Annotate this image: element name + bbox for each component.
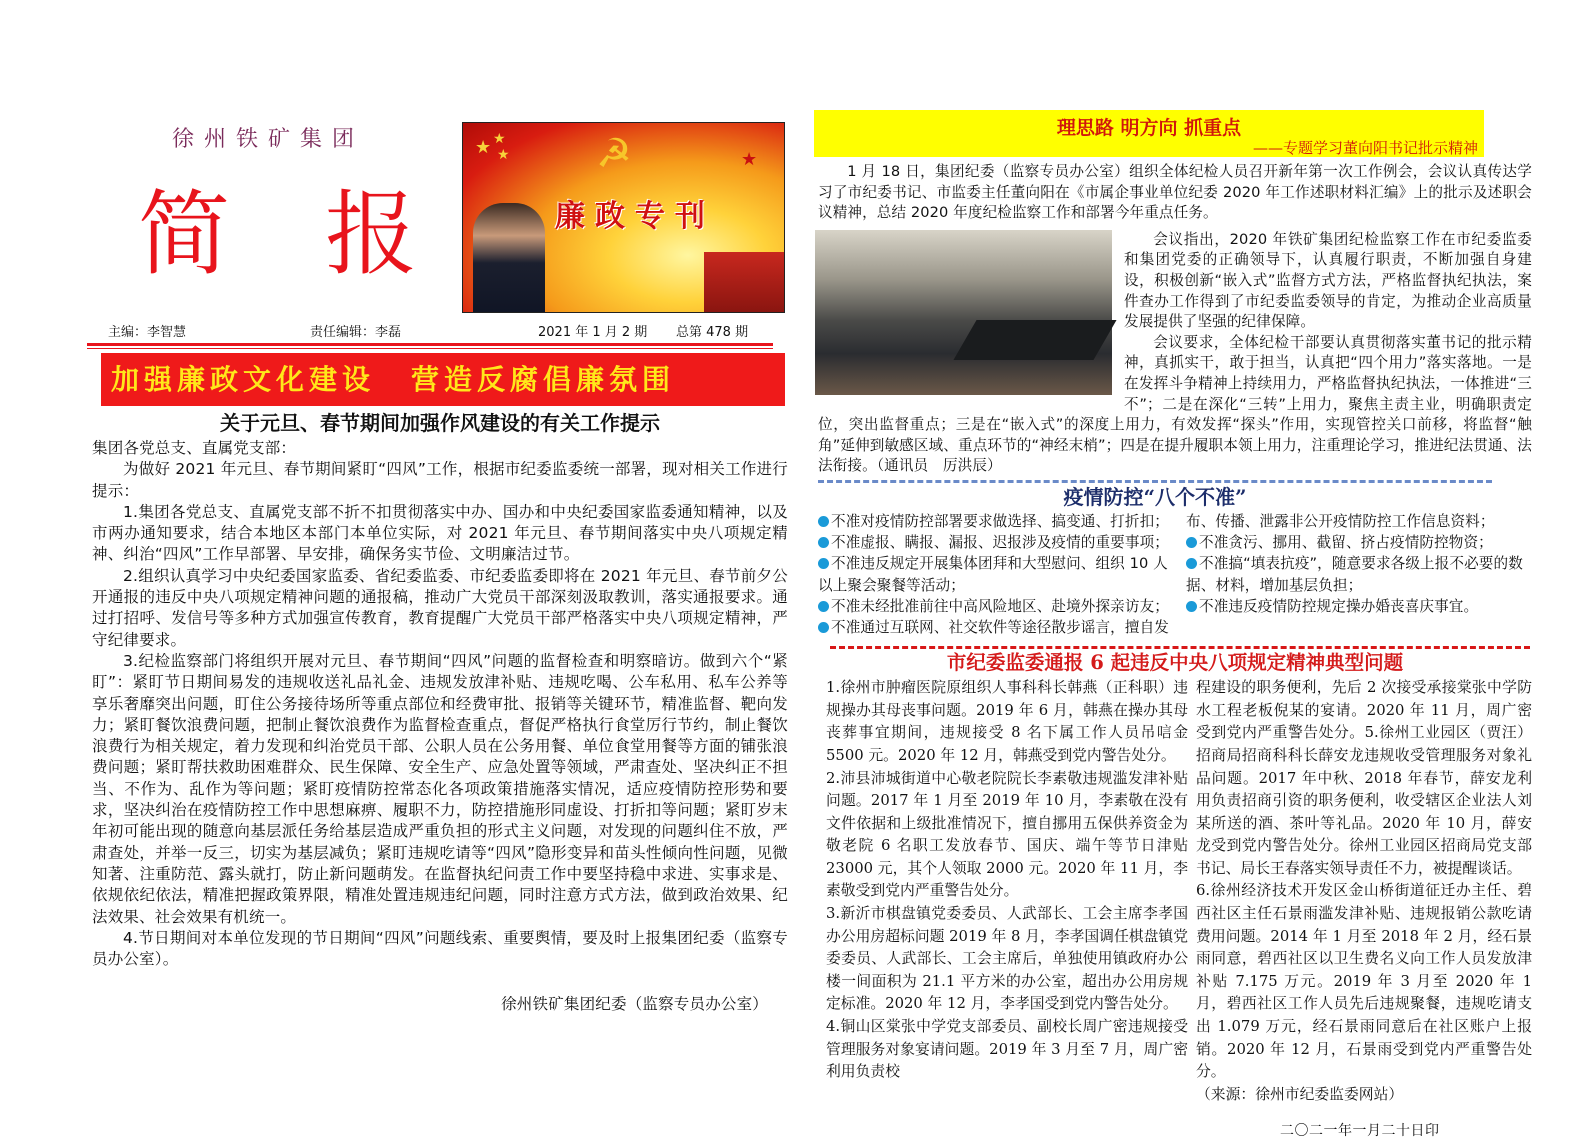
paragraph: 2.组织认真学习中央纪委国家监委、省纪委监委、市纪委监委即将在 2021 年元旦、春节前夕公开通报的违反中央八项规定精神问题的通报稿，推动广大党员干部深刻汲取教训，落实通报要求。通过打招呼、发信号等多种方式加强宣传教育，教育提醒广大党员干部严格落实中央八项规定精神，严守纪律要求。	[92, 566, 788, 649]
bullet-icon	[818, 622, 829, 633]
bullet-icon	[818, 516, 829, 527]
banner-image	[462, 122, 785, 313]
bullet-icon	[1186, 601, 1197, 612]
rule-item: 不准违反疫情防控规定操办婚丧喜庆事宜。	[1186, 596, 1532, 617]
rule-item: 不准违反规定开展集体团拜和大型慰问、组织 10 人以上聚会聚餐等活动；	[818, 555, 1168, 594]
bullet-icon	[818, 558, 829, 569]
rule-item: 不准搞“填表抗疫”，随意要求各级上报不必要的数据、材料，增加基层负担；	[1186, 555, 1523, 594]
title-char: 简	[138, 181, 231, 288]
paragraph: 3.纪检监察部门将组织开展对元旦、春节期间“四风”问题的监督检查和明察暗访。做到六个“紧盯”：紧盯节日期间易发的违规收送礼品礼金、违规发放津补贴、违规吃喝、公车私用、私车公养等享乐奢靡突出问题，盯住公务接待场所等重点部位和经费审批、报销等关键环节，精准监督、靶向发力；紧盯餐饮浪费问题，把制止餐饮浪费作为监督检查重点，督促严格执行食堂厉行节约，制止餐饮浪费行为相关规定，着力发现和纠治党员干部、公职人员在公务用餐、单位食堂用餐等方面的铺张浪费问题；紧盯帮扶救助困难群众、民生保障、安全生产、应急处置等领域，严肃查处、坚决纠正不担当、不作为、乱作为等问题；紧盯疫情防控常态化各项政策措施落实情况，适应疫情防控形势和要求，坚决纠治在疫情防控工作中思想麻痹、履职不力，防控措施形同虚设、打折扣等问题；紧盯岁末年初可能出现的随意向基层派任务给基层造成严重负担的形式主义问题，对发现的问题纠住不放，严肃查处，并举一反三，切实为基层减负；紧盯违规吃请等“四风”隐形变异和苗头性倾向性问题，见微知著、注重防范、露头就打，防止新问题萌发。在监督执纪问责工作中要坚持稳中求进、实事求是、依规依纪依法，精准把握政策界限，精准处置违规违纪问题，同时注意方式方法，做到政治效果、纪法效果、社会效果有机统一。	[92, 651, 788, 926]
paragraph: 会议要求，全体纪检干部要认真贯彻落实董书记的批示精神，真抓实干，敢于担当，认真把“四个用力”落实落地。一是在发挥斗争精神上持续用力，严格监督执纪执法，一体推进“三不”；二是在深化“三转”上用力，聚焦主责主业，明确职责定位，突出监督重点；三是在“嵌入式”的深度上用力，有效发挥“探头”作用，实现管控关口前移，将监督“触角”延伸到敏感区域、重点环节的“神经末梢”；四是在提升履职本领上用力，注重理论学习，推进纪法贯通、法法衔接。（通讯员 厉洪辰）	[818, 333, 1532, 475]
epidemic-rules	[814, 511, 1532, 638]
rule-item: 不准通过互联网、社交软件等途径散步谣言，擅自发	[818, 617, 1176, 638]
left-article-body	[92, 438, 788, 970]
right-column	[814, 110, 1532, 1140]
case-item: 3.新沂市棋盘镇党委委员、人武部长、工会主席李孝国办公用房超标问题 2019 年 8 月，李孝国调任棋盘镇党委委员、人武部长、工会主席后，单独使用镇政府办公楼一间面积为 21.1 平方米的办公室，超出办公用房规定标准。2020 年 12 月，李孝国受到党内警告处分。	[826, 905, 1188, 1013]
divider	[87, 343, 773, 346]
slogan-right: 营造反腐倡廉氛围	[411, 363, 676, 396]
case-item: 1.徐州市肿瘤医院原组织人事科科长韩燕（正科职）违规操办其母丧事问题。2019 年 6 月，韩燕在操办其母丧葬事宜期间，违规接受 8 名下属工作人员吊唁金 5500 元。2020 年 12 月，韩燕受到党内警告处分。	[826, 679, 1188, 764]
responsible-editor: 责任编辑：李磊	[310, 325, 402, 340]
cases-col1	[826, 677, 1188, 1106]
case-item: 4.铜山区棠张中学党支部委员、副校长周广密违规接受管理服务对象宴请问题。2019 年 3 月至 7 月，周广密利用负责校	[826, 1018, 1188, 1081]
bullet-icon	[1186, 558, 1197, 569]
signature: 徐州铁矿集团纪委（监察专员办公室）	[501, 995, 768, 1014]
portrait-photo	[473, 203, 545, 312]
rule-item: 不准对疫情防控部署要求做选择、搞变通、打折扣；	[818, 511, 1176, 532]
hammer-sickle-icon: ☭	[596, 131, 632, 177]
issue-number: 2021 年 1 月 2 期	[538, 325, 648, 340]
paragraph: 1 月 18 日，集团纪委（监察专员办公室）组织全体纪检人员召开新年第一次工作例会，会议认真传达学习了市纪委书记、市监委主任董向阳在《市属企事业单位纪委 2020 年工作述职材料汇编》上的批示及述职会议精神，总结 2020 年度纪检监察工作和部署今年重点任务。	[818, 163, 1532, 222]
salutation: 集团各党总支、直属党支部：	[92, 439, 297, 457]
star-icon: ★	[741, 149, 758, 170]
left-column	[92, 410, 788, 1014]
divider	[87, 348, 773, 349]
case-item: 程建设的职务便利，先后 2 次接受承接棠张中学防水工程老板倪某的宴请。2020 年 11 月，周广密受到党内严重警告处分。5.徐州工业园区（贾汪）招商局招商科科长薛安龙违规收受管理服务对象礼品问题。2017 年中秋、2018 年春节，薛安龙利用负责招商引资的职务便利，收受辖区企业法人刘某所送的酒、茶叶等礼品。2020 年 10 月，薛安龙受到党内警告处分。徐州工业园区招商局党支部书记、局长王春落实领导责任不力，被提醒谈话。	[1196, 679, 1532, 877]
rule-item-continuation: 布、传播、泄露非公开疫情防控工作信息资料；	[1186, 512, 1495, 530]
bullet-icon	[818, 601, 829, 612]
meeting-photo	[815, 230, 1112, 395]
banner-text: 廉政专刊	[555, 199, 715, 234]
rule-item: 不准虚报、瞒报、漏报、迟报涉及疫情的重要事项；	[818, 532, 1176, 553]
case-item: 2.沛县沛城街道中心敬老院院长李素敬违规滥发津补贴问题。2017 年 1 月至 2019 年 10 月，李素敬在没有文件依据和上级批准情况下，擅自挪用五保供养资金为敬老院 6 名职工发放春节、国庆、端午等节日津贴 23000 元，其个人领取 2000 元。2020 年 11 月，李素敬受到党内严重警告处分。	[826, 769, 1188, 900]
cases-title: 市纪委监委通报 6 起违反中央八项规定精神典型问题	[946, 651, 1404, 675]
paragraph: 1.集团各党总支、直属党支部不折不扣贯彻落实中办、国办和中央纪委国家监委通知精神，以及市两办通知要求，结合本地区本部门本单位实际，对 2021 年元旦、春节期间落实中央八项规定精神、纠治“四风”工作早部署、早安排，确保务实节俭、文明廉洁过节。	[92, 502, 788, 564]
bullet-icon	[1186, 537, 1197, 548]
star-icon: ★	[497, 147, 510, 163]
right-article-title: 理思路 明方向 抓重点	[1056, 117, 1242, 139]
cases	[814, 677, 1532, 1106]
cases-col2	[1196, 677, 1532, 1106]
masthead-title	[138, 180, 417, 290]
title-char: 报	[325, 181, 418, 288]
printed-date: 二〇二一年一月二十日印	[1280, 1123, 1440, 1140]
epidemic-title: 疫情防控“八个不准”	[1063, 484, 1247, 509]
paragraph: 为做好 2021 年元旦、春节期间紧盯“四风”工作，根据市纪委监委统一部署，现对相关工作进行提示：	[92, 460, 788, 500]
total-issue: 总第 478 期	[676, 325, 749, 340]
left-article-title: 关于元旦、春节期间加强作风建设的有关工作提示	[220, 411, 660, 435]
bullet-icon	[818, 537, 829, 548]
masthead-meta	[108, 321, 768, 340]
slogan-left: 加强廉政文化建设	[111, 363, 376, 396]
right-article-header	[814, 110, 1484, 157]
rule-item: 不准贪污、挪用、截留、挤占疫情防控物资；	[1186, 532, 1532, 553]
case-source: （来源：徐州市纪委监委网站）	[1196, 1085, 1404, 1103]
organization-name: 徐州铁矿集团	[172, 127, 365, 152]
case-item: 6.徐州经济技术开发区金山桥街道征迁办主任、碧西社区主任石景雨滥发津补贴、违规报销公款吃请费用问题。2014 年 1 月至 2018 年 2 月，经石景雨同意，碧西社区以卫生费名义向工作人员发放津补贴 7.175 万元。2019 年 3 月至 2020 年 1 月，碧西社区工作人员先后违规聚餐，违规吃请支出 1.079 万元，经石景雨同意后在社区账户上报销。2020 年 12 月，石景雨受到党内严重警告处分。	[1196, 882, 1532, 1081]
chief-editor: 主编：李智慧	[108, 325, 187, 340]
right-article-subtitle: ——专题学习董向阳书记批示精神	[1252, 139, 1478, 157]
tiananmen-image	[704, 252, 784, 312]
paragraph: 会议指出，2020 年铁矿集团纪检监察工作在市纪委监委和集团党委的正确领导下，认真履行职责，不断加强自身建设，积极创新“嵌入式”监督方式方法，严格监督执纪执法，案件查办工作得到了市纪委监委领导的肯定，为推动企业高质量发展提供了坚强的纪律保障。	[1124, 230, 1532, 331]
epidemic-rules-col1	[818, 511, 1176, 638]
slogan-bar	[101, 353, 785, 406]
star-icon: ★	[493, 131, 506, 147]
epidemic-rules-col2	[1186, 511, 1532, 638]
paragraph: 4.节日期间对本单位发现的节日期间“四风”问题线索、重要舆情，要及时上报集团纪委（监察专员办公室）。	[92, 928, 788, 969]
star-icon: ★	[475, 137, 492, 158]
right-article-body	[814, 162, 1532, 477]
rule-item: 不准未经批准前往中高风险地区、赴境外探亲访友；	[818, 596, 1176, 617]
